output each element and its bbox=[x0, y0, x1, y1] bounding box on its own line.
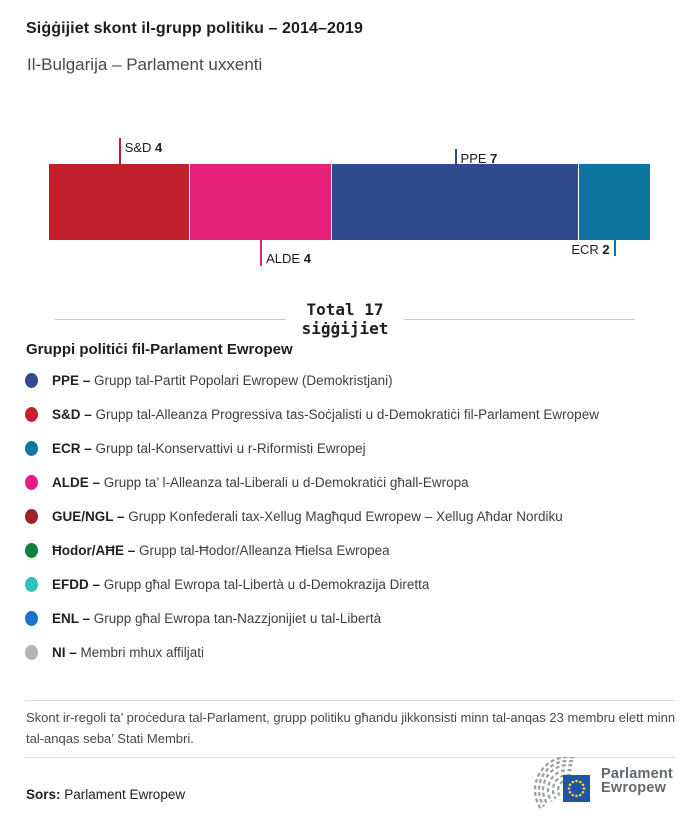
legend-item-label: NI – Membri mhux affiljati bbox=[52, 644, 205, 660]
total-seats-line2: siġġijiet bbox=[301, 319, 389, 338]
callout-tick-ecr bbox=[614, 240, 616, 256]
legend-item-ni bbox=[25, 644, 685, 660]
divider-line-right bbox=[404, 319, 635, 320]
european-parliament-logo-icon bbox=[527, 757, 603, 815]
callout-tick-s-d bbox=[119, 138, 121, 164]
callout-label-s-d: S&D 4 bbox=[124, 140, 163, 155]
logo-wordmark-line2: Ewropew bbox=[601, 779, 667, 796]
legend-color-dot bbox=[25, 475, 38, 490]
footnote-rule-top bbox=[25, 700, 675, 701]
legend-item-s-d bbox=[25, 406, 685, 422]
total-seats-label bbox=[286, 300, 405, 338]
legend-color-dot bbox=[25, 611, 38, 626]
legend-item-label: EFDD – Grupp għal Ewropa tal-Libertà u d-Demokrazija Diretta bbox=[52, 576, 430, 592]
callout-label-ppe: PPE 7 bbox=[460, 151, 498, 166]
legend-color-dot bbox=[25, 373, 38, 388]
eu-flag-icon bbox=[563, 775, 590, 802]
legend-item-alde bbox=[25, 474, 685, 490]
legend-color-dot bbox=[25, 441, 38, 456]
legend-item-label: ECR – Grupp tal-Konservattivi u r-Riformisti Ewropej bbox=[52, 440, 366, 456]
callout-tick-ppe bbox=[455, 149, 457, 164]
legend-item-ecr bbox=[25, 440, 685, 456]
legend-item-label: GUE/NGL – Grupp Konfederali tax-Xellug Magħqud Ewropew – Xellug Aħdar Nordiku bbox=[52, 508, 563, 524]
legend-color-dot bbox=[25, 645, 38, 660]
bar-segment-ppe bbox=[332, 164, 579, 240]
legend-list bbox=[25, 372, 685, 678]
footnote-text: Skont ir-regoli ta’ proċedura tal-Parlament, grupp politiku għandu jikkonsisti minn tal-anqas 23 membru elett minn tal-anqas seba’ Stati Membri. bbox=[26, 710, 676, 746]
page-title: Siġġijiet skont il-grupp politiku – 2014–2019 bbox=[26, 20, 364, 37]
callout-label-alde: ALDE 4 bbox=[266, 251, 311, 266]
legend-item-label: Ħodor/AĦE – Grupp tal-Ħodor/Alleanza Ħielsa Ewropea bbox=[52, 542, 390, 558]
legend-item-efdd bbox=[25, 576, 685, 592]
source-value: Parlament Ewropew bbox=[64, 787, 186, 802]
logo-wordmark-line1: Parlament bbox=[601, 766, 673, 782]
logo-wordmark bbox=[601, 768, 673, 795]
legend-item-enl bbox=[25, 610, 685, 626]
legend-item-gue-ngl bbox=[25, 508, 685, 524]
legend-color-dot bbox=[25, 543, 38, 558]
bar-segment-s-d bbox=[49, 164, 190, 240]
legend-color-dot bbox=[25, 509, 38, 524]
page-subtitle: Il-Bulgarija – Parlament uxxenti bbox=[27, 55, 263, 74]
stacked-bar bbox=[49, 164, 650, 240]
divider-line-left bbox=[55, 319, 286, 320]
source-label: Sors: bbox=[26, 787, 61, 802]
legend-color-dot bbox=[25, 407, 38, 422]
callout-label-ecr: ECR 2 bbox=[571, 242, 610, 257]
legend-item-label: PPE – Grupp tal-Partit Popolari Ewropew (Demokristjani) bbox=[52, 372, 393, 388]
callout-tick-alde bbox=[260, 240, 262, 266]
total-seats-line1: Total 17 bbox=[306, 300, 384, 319]
source-line bbox=[26, 787, 185, 802]
legend-item-label: S&D – Grupp tal-Alleanza Progressiva tas-Soċjalisti u d-Demokratiċi fil-Parlament Ewropew bbox=[52, 406, 599, 422]
legend-item--odor-a-e bbox=[25, 542, 685, 558]
legend-heading: Gruppi politiċi fil-Parlament Ewropew bbox=[26, 341, 293, 358]
total-seats-block bbox=[55, 299, 635, 339]
bar-segment-alde bbox=[190, 164, 331, 240]
legend-item-label: ENL – Grupp għal Ewropa tan-Nazzjonijiet u tal-Libertà bbox=[52, 610, 382, 626]
legend-color-dot bbox=[25, 577, 38, 592]
legend-item-label: ALDE – Grupp ta’ l-Alleanza tal-Liberali u d-Demokratiċi għall-Ewropa bbox=[52, 474, 469, 490]
legend-item-ppe bbox=[25, 372, 685, 388]
bar-segment-ecr bbox=[579, 164, 650, 240]
